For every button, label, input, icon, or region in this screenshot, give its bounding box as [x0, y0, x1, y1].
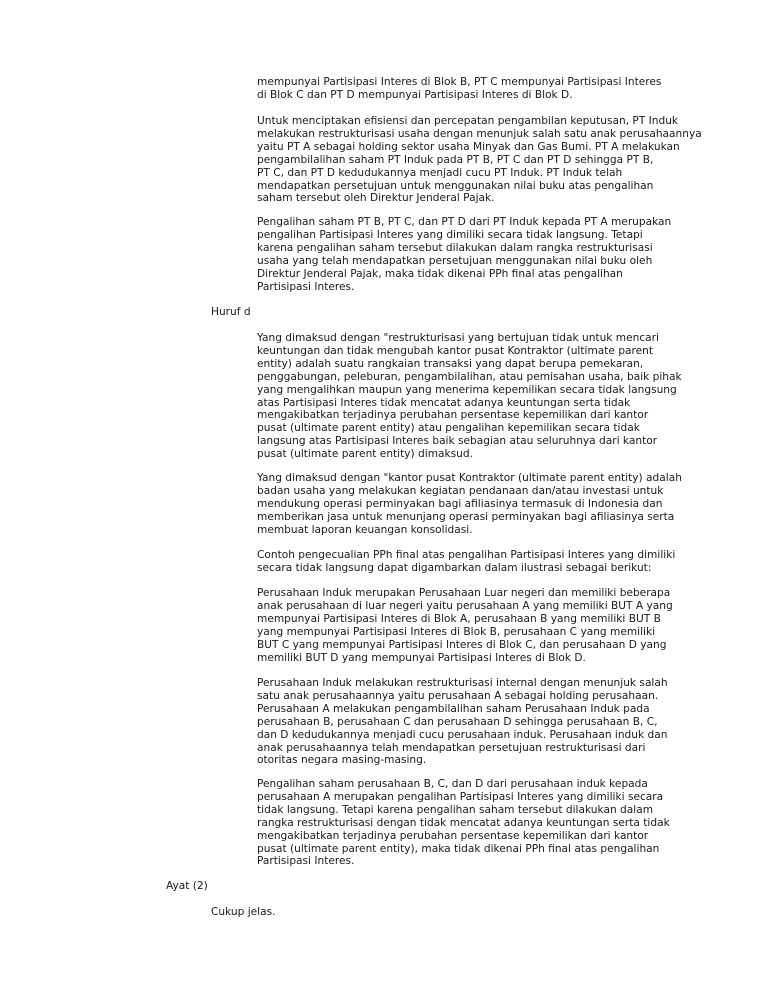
paragraph-restructuring-definition: Yang dimaksud dengan "restrukturisasi yang bertujuan tidak untuk mencari keuntungan dan tidak mengubah kantor pusat Kontraktor (ultimate parent entity) adalah suatu rangkaian transaksi yang dapat berupa pemekaran, penggabungan, peleburan, pengambilalihan, atau pemisahan usaha, baik pihak yang mengalihkan maupun yang menerima kepemilikan secara tidak langsung atas Partisipasi Interes tidak mencatat adanya keuntungan serta tidak mengakibatkan terjadinya perubahan persentase kepemilikan dari kantor pusat (ultimate parent entity) atau pengalihan kepemilikan secara tidak langsung atas Partisipasi Interes baik sebagian atau seluruhnya dari kantor pusat (ultimate parent entity) dimaksud.: [257, 332, 682, 461]
paragraph-parent-company-example: Perusahaan Induk merupakan Perusahaan Luar negeri dan memiliki beberapa anak perusahaan di luar negeri yaitu perusahaan A yang memiliki BUT A yang mempunyai Partisipasi Interes di Blok A, perusahaan B yang memiliki BUT B yang mempunyai Partisipasi Interes di Blok B, perusahaan C yang memiliki BUT C yang mempunyai Partisipasi Interes di Blok C, dan perusahaan D yang memiliki BUT D yang mempunyai Partisipasi Interes di Blok D.: [257, 587, 673, 664]
paragraph-example-intro: Contoh pengecualian PPh final atas pengalihan Partisipasi Interes yang dimiliki secara tidak langsung dapat digambarkan dalam ilustrasi sebagai berikut:: [257, 549, 676, 574]
paragraph-blok-ownership: mempunyai Partisipasi Interes di Blok B, PT C mempunyai Partisipasi Interes di Blok C dan PT D mempunyai Partisipasi Interes di Blok D.: [257, 76, 662, 101]
paragraph-cukup-jelas: Cukup jelas.: [211, 906, 276, 918]
paragraph-restructuring-pt-induk: Untuk menciptakan efisiensi dan percepatan pengambilan keputusan, PT Induk melakukan restrukturisasi usaha dengan menunjuk salah satu anak perusahaannya yaitu PT A sebagai holding sektor usaha Minyak dan Gas Bumi. PT A melakukan pengambilalihan saham PT Induk pada PT B, PT C dan PT D sehingga PT B, PT C, dan PT D kedudukannya menjadi cucu PT Induk. PT Induk telah mendapatkan persetujuan untuk menggunakan nilai buku atas pengalihan saham tersebut oleh Direktur Jenderal Pajak.: [257, 115, 702, 205]
paragraph-share-transfer-companies: Pengalihan saham perusahaan B, C, dan D dari perusahaan induk kepada perusahaan A merupakan pengalihan Partisipasi Interes yang dimiliki secara tidak langsung. Tetapi karena pengalihan saham tersebut dilakukan dalam rangka restrukturisasi dengan tidak mencatat adanya keuntungan serta tidak mengakibatkan terjadinya perubahan persentase kepemilikan dari kantor pusat (ultimate parent entity), maka tidak dikenai PPh final atas pengalihan Partisipasi Interes.: [257, 778, 670, 868]
paragraph-ultimate-parent-definition: Yang dimaksud dengan "kantor pusat Kontraktor (ultimate parent entity) adalah badan usaha yang melakukan kegiatan pendanaan dan/atau investasi untuk mendukung operasi perminyakan bagi afiliasinya termasuk di Indonesia dan memberikan jasa untuk menunjang operasi perminyakan bagi afiliasinya serta membuat laporan keuangan konsolidasi.: [257, 472, 682, 536]
heading-ayat-2: Ayat (2): [166, 880, 208, 892]
heading-huruf-d: Huruf d: [211, 306, 251, 318]
paragraph-share-transfer-pt: Pengalihan saham PT B, PT C, dan PT D dari PT Induk kepada PT A merupakan pengalihan Partisipasi Interes yang dimiliki secara tidak langsung. Tetapi karena pengalihan saham tersebut dilakukan dalam rangka restrukturisasi usaha yang telah mendapatkan persetujuan menggunakan nilai buku oleh Direktur Jenderal Pajak, maka tidak dikenai PPh final atas pengalihan Partisipasi Interes.: [257, 216, 672, 293]
paragraph-internal-restructuring: Perusahaan Induk melakukan restrukturisasi internal dengan menunjuk salah satu anak perusahaannya yaitu perusahaan A sebagai holding perusahaan. Perusahaan A melakukan pengambilalihan saham Perusahaan Induk pada perusahaan B, perusahaan C dan perusahaan D sehingga perusahaan B, C, dan D kedudukannya menjadi cucu perusahaan induk. Perusahaan induk dan anak perusahaannya telah mendapatkan persetujuan restrukturisasi dari otoritas negara masing-masing.: [257, 677, 668, 767]
